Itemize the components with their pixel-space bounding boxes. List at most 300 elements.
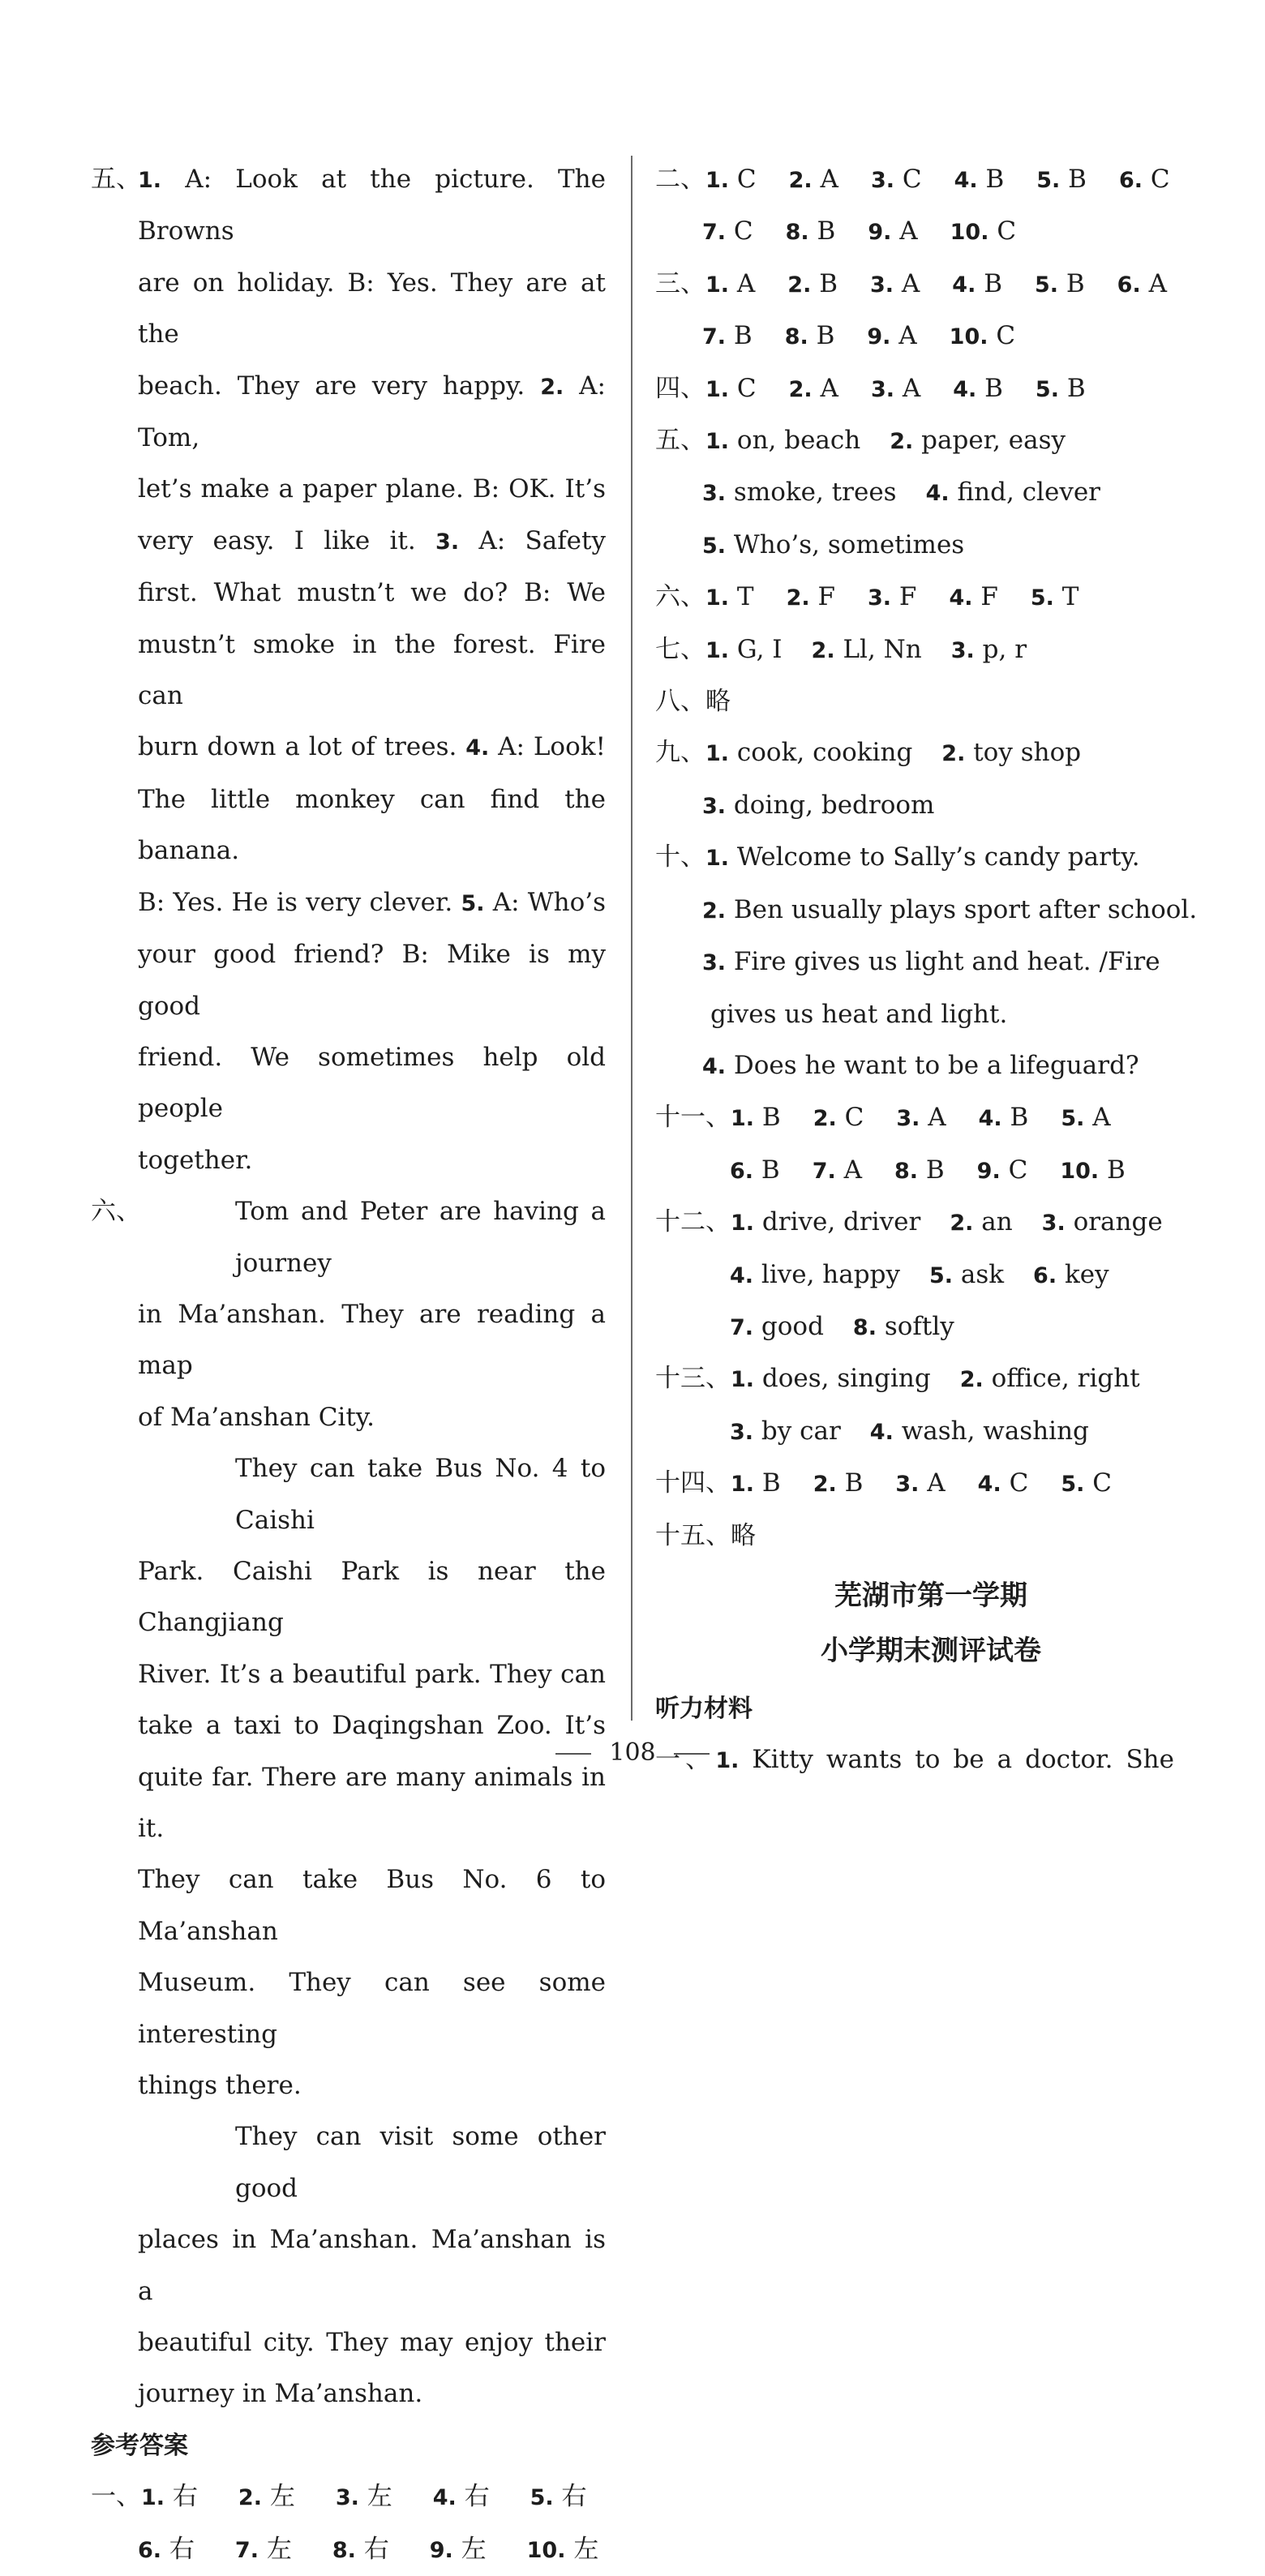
answer-item	[731, 1353, 931, 1405]
answer-value: B	[819, 268, 838, 298]
answer-value: by car	[761, 1416, 841, 1446]
item-number: 9.	[868, 220, 892, 246]
section-marker: 一、	[91, 2482, 141, 2512]
answer-section-10-line-3	[655, 937, 1174, 988]
answer-value: 左	[461, 2534, 487, 2564]
answer-item	[813, 1145, 862, 1197]
dialogue-text: The little monkey can find the banana.	[138, 784, 606, 866]
item-number: 5.	[1061, 1472, 1085, 1498]
answer-value: good	[761, 1311, 824, 1341]
answer-section-2-row-2	[655, 206, 1174, 258]
answer-section-8	[655, 676, 1174, 727]
answer-item	[730, 1406, 841, 1458]
item-number: 8.	[784, 324, 808, 350]
answer-item	[870, 1406, 1089, 1458]
answer-item	[1061, 1458, 1112, 1510]
answer-item	[705, 572, 754, 624]
dialogue-line	[138, 722, 606, 774]
passage-line: They can take Bus No. 4 to Caishi	[235, 1454, 606, 1535]
answer-item	[731, 1092, 781, 1144]
answer-row	[705, 582, 1111, 611]
section-marker: 五、	[655, 426, 705, 456]
answer-item	[785, 311, 835, 362]
item-number: 4.	[432, 2485, 457, 2511]
answer-item	[702, 780, 934, 832]
answer-value: A	[902, 373, 921, 403]
answer-section-9	[655, 727, 1174, 779]
sentence-answer: Fire gives us light and heat. /Fire	[733, 947, 1160, 977]
answer-item	[952, 259, 1002, 311]
answer-section-2	[655, 154, 1174, 206]
item-number: 4.	[925, 481, 950, 507]
item-number: 2.	[950, 1211, 974, 1237]
answer-value: orange	[1073, 1207, 1163, 1237]
answer-item	[789, 154, 838, 206]
answer-item	[702, 206, 753, 258]
answer-item	[1035, 259, 1085, 311]
answer-value: A	[820, 165, 838, 194]
answer-item	[950, 1197, 1012, 1249]
answer-value: find, clever	[957, 478, 1100, 508]
page-number: 108	[609, 1738, 656, 1767]
section-marker: 六、	[655, 582, 705, 612]
item-number: 3.	[895, 1472, 920, 1498]
footer-dash-right	[674, 1753, 710, 1755]
listening-text: Kitty wants to be a doctor. She	[739, 1745, 1174, 1775]
dialogue-text: together.	[138, 1145, 253, 1175]
answer-value: A	[1148, 268, 1167, 298]
answer-row	[731, 1207, 1192, 1237]
answer-value: drive, driver	[761, 1207, 921, 1237]
answer-item	[894, 1145, 945, 1197]
item-number: 2.	[890, 429, 914, 455]
item-number: 5.	[461, 890, 485, 916]
item-number: 2.	[702, 898, 727, 924]
answer-item	[705, 727, 912, 779]
section-marker: 十一、	[655, 1103, 731, 1133]
answer-item	[812, 624, 922, 676]
answer-item	[235, 2524, 292, 2576]
answer-section-5	[655, 415, 1174, 467]
section-marker: 十四、	[655, 1468, 731, 1498]
section-marker: 二、	[655, 165, 705, 194]
answer-value: 左	[269, 2482, 295, 2512]
passage-line: things there.	[138, 2071, 302, 2101]
item-number: 5.	[1036, 168, 1061, 193]
section-marker: 十三、	[655, 1364, 731, 1394]
answer-section-10	[655, 832, 1174, 884]
item-number: 6.	[138, 2537, 162, 2563]
item-number: 2.	[811, 637, 835, 663]
answer-row	[731, 1468, 1144, 1498]
answer-item	[1031, 572, 1079, 624]
passage-line: take a taxi to Daqingshan Zoo. It’s	[138, 1711, 606, 1741]
answer-item	[960, 1353, 1140, 1405]
answer-row	[730, 1312, 984, 1341]
dialogue-text: A: Tom,	[138, 371, 606, 453]
item-number: 6.	[1118, 168, 1143, 193]
answer-value: A	[899, 216, 918, 246]
answer-value: B	[816, 321, 835, 351]
answer-value: doing, bedroom	[733, 790, 935, 820]
dialogue-text: are on holiday. B: Yes. They are at the	[138, 268, 606, 349]
answer-row	[705, 165, 1203, 194]
dialogue-text: first. What mustn’t we do? B: We	[138, 578, 606, 608]
answer-value: B	[1066, 268, 1085, 298]
answer-value: C	[1150, 165, 1170, 194]
answer-section-7	[655, 624, 1174, 676]
answer-value: 右	[464, 2482, 490, 2512]
answer-value: 左	[266, 2534, 292, 2564]
item-number: 2.	[788, 376, 813, 402]
answer-row	[705, 269, 1199, 298]
answer-item	[953, 363, 1003, 415]
answer-section-13	[655, 1353, 1174, 1405]
dialogue-line	[138, 154, 606, 258]
answer-value: 右	[561, 2482, 587, 2512]
dialogue-line	[138, 877, 606, 929]
item-number: 5.	[1034, 272, 1059, 298]
dialogue-line	[138, 516, 606, 568]
item-number: 1.	[705, 585, 730, 611]
item-number: 5.	[1030, 585, 1054, 611]
item-number: 1.	[705, 376, 730, 402]
section-marker: 十二、	[655, 1207, 731, 1237]
answer-value: B	[761, 1468, 781, 1498]
passage-line: places in Ma’anshan. Ma’anshan is a	[138, 2225, 606, 2306]
dialogue-line	[138, 619, 606, 722]
dialogue-line	[138, 464, 606, 515]
answer-value: an	[981, 1207, 1013, 1237]
answer-item	[870, 259, 920, 311]
omitted-answer: 略	[731, 1520, 756, 1550]
answer-value: Who’s, sometimes	[733, 529, 965, 559]
answer-item	[730, 1249, 900, 1301]
answer-item	[530, 2471, 587, 2523]
column-divider	[631, 156, 632, 1721]
dialogue-text: burn down a lot of trees.	[138, 732, 466, 762]
item-number: 8.	[894, 1158, 919, 1184]
answer-item	[705, 415, 860, 467]
answer-value: C	[996, 321, 1016, 351]
answer-value: A	[1092, 1103, 1111, 1133]
item-number: 4.	[702, 1053, 727, 1079]
answer-value: F	[980, 582, 998, 612]
answer-section-9-row-2	[655, 780, 1174, 832]
exam-title-line-2: 小学期末测评试卷	[821, 1634, 1041, 1667]
item-number: 2.	[959, 1367, 984, 1393]
answer-item	[786, 206, 836, 258]
answer-value: C	[844, 1103, 864, 1133]
answer-section-10-line-3b	[655, 989, 1174, 1040]
item-number: 10.	[950, 220, 989, 246]
passage-line: Museum. They can see some interesting	[138, 1968, 606, 2049]
answer-section-11	[655, 1092, 1174, 1144]
answer-value: 右	[172, 2482, 198, 2512]
answer-item	[336, 2471, 392, 2523]
answer-row	[702, 216, 1048, 246]
section-marker: 一、	[655, 1745, 716, 1775]
answer-item	[527, 2524, 599, 2576]
passage-line: They can take Bus No. 6 to Ma’anshan	[138, 1865, 606, 1946]
answer-item	[979, 1092, 1029, 1144]
answer-item	[853, 1301, 954, 1353]
item-number: 2.	[786, 585, 810, 611]
item-number: 3.	[702, 793, 727, 819]
item-number: 1.	[731, 1367, 755, 1393]
answer-value: 右	[363, 2534, 389, 2564]
section-marker: 三、	[655, 268, 705, 298]
answer-item	[978, 1458, 1029, 1510]
answer-section-1	[91, 2471, 606, 2523]
item-number: 10.	[1060, 1158, 1100, 1184]
answer-item	[1036, 154, 1087, 206]
answer-section-12-row-2	[655, 1249, 1174, 1301]
item-number: 3.	[896, 1106, 920, 1132]
answer-item	[730, 1301, 824, 1353]
sentence-answer: Welcome to Sally’s candy party.	[736, 842, 1140, 872]
answer-item	[705, 259, 755, 311]
item-number: 2.	[540, 374, 564, 400]
listening-material-heading: 听力材料	[655, 1694, 753, 1723]
omitted-answer: 略	[705, 687, 731, 717]
footer-dash-left	[555, 1753, 591, 1755]
answer-value: B	[1010, 1103, 1029, 1133]
answer-value: B	[984, 268, 1002, 298]
answer-section-1-row-2	[91, 2524, 606, 2576]
answer-value: B	[761, 1155, 780, 1185]
item-number: 4.	[978, 1106, 1002, 1132]
answer-section-3-row-2	[655, 311, 1174, 362]
item-number: 4.	[949, 585, 973, 611]
answer-item	[926, 467, 1100, 519]
item-number: 9.	[976, 1158, 1001, 1184]
item-number: 10.	[526, 2537, 566, 2563]
answer-value: p, r	[982, 634, 1027, 664]
answer-section-11-row-2	[655, 1145, 1174, 1197]
answer-item	[238, 2471, 295, 2523]
answer-section-3	[655, 259, 1174, 311]
answer-value: A	[928, 1103, 946, 1133]
answer-value: A	[898, 321, 917, 351]
passage-line: of Ma’anshan City.	[138, 1402, 375, 1432]
answer-value: on, beach	[736, 426, 861, 456]
item-number: 3.	[435, 529, 460, 555]
item-number: 5.	[1061, 1106, 1085, 1132]
answer-value: F	[817, 582, 836, 612]
item-number: 3.	[730, 1419, 754, 1445]
answer-row	[702, 478, 1130, 507]
passage-line: beautiful city. They may enjoy their	[138, 2328, 606, 2358]
answer-value: B	[984, 373, 1003, 403]
answer-value: B	[1066, 373, 1086, 403]
item-number: 1.	[705, 846, 730, 872]
answer-value: cook, cooking	[736, 738, 913, 768]
item-number: 3.	[702, 481, 727, 507]
answer-value: A	[820, 373, 838, 403]
item-number: 1.	[731, 1472, 755, 1498]
answer-value: B	[1068, 165, 1087, 194]
answer-item	[1119, 154, 1170, 206]
answer-item	[705, 624, 783, 676]
item-number: 3.	[868, 585, 892, 611]
answer-item	[895, 1458, 945, 1510]
answer-value: C	[733, 216, 753, 246]
item-number: 7.	[234, 2537, 259, 2563]
answer-item	[789, 363, 838, 415]
answer-value: smoke, trees	[733, 478, 897, 508]
item-number: 6.	[1117, 272, 1141, 298]
item-number: 4.	[730, 1262, 754, 1288]
item-number: 4.	[953, 376, 977, 402]
dialogue-line	[138, 1032, 606, 1135]
answer-item	[867, 311, 916, 362]
item-number: 7.	[702, 220, 727, 246]
item-number: 5.	[530, 2485, 554, 2511]
answer-item	[890, 415, 1066, 467]
item-number: 9.	[429, 2537, 453, 2563]
answer-item	[929, 1249, 1004, 1301]
answer-item	[730, 1145, 780, 1197]
item-number: 7.	[812, 1158, 836, 1184]
section-marker: 十、	[655, 842, 705, 872]
answer-item	[941, 727, 1081, 779]
dialogue-line	[138, 361, 606, 465]
answer-item	[954, 154, 1005, 206]
answer-section-12-row-3	[655, 1301, 1174, 1353]
answer-item	[1060, 1145, 1125, 1197]
answer-value: A	[736, 268, 756, 298]
answer-value: G, I	[736, 634, 783, 664]
item-number: 7.	[702, 324, 727, 350]
dialogue-text: A: Look at the picture. The Browns	[138, 165, 606, 246]
item-number: 2.	[813, 1106, 837, 1132]
item-number: 6.	[730, 1158, 754, 1184]
answer-value: 右	[169, 2534, 195, 2564]
answer-section-15	[655, 1511, 1174, 1562]
answer-section-6	[655, 572, 1174, 624]
answer-row	[702, 321, 1048, 350]
item-number: 1.	[138, 168, 162, 193]
passage-line: journey in Ma’anshan.	[138, 2379, 423, 2409]
answer-row	[731, 1364, 1169, 1393]
passage-line: quite far. There are many animals in it.	[138, 1762, 606, 1843]
answer-value: softly	[884, 1311, 954, 1341]
answer-value: B	[844, 1468, 864, 1498]
item-number: 4.	[977, 1472, 1001, 1498]
answer-item	[951, 624, 1027, 676]
dialogue-line	[138, 258, 606, 361]
answer-item	[1042, 1197, 1163, 1249]
answer-value: C	[736, 373, 757, 403]
answer-value: A	[927, 1468, 946, 1498]
answer-item	[787, 572, 835, 624]
item-number: 1.	[731, 1106, 755, 1132]
item-number: 4.	[465, 735, 490, 761]
answer-value: C	[902, 165, 922, 194]
dialogue-text: mustn’t smoke in the forest. Fire can	[138, 629, 606, 711]
left-column	[91, 154, 606, 2576]
sentence-answer-continued: gives us heat and light.	[710, 999, 1008, 1029]
item-number: 6.	[1033, 1262, 1057, 1288]
dialogue-text: friend. We sometimes help old people	[138, 1042, 606, 1124]
answer-item	[141, 2471, 198, 2523]
answer-value: B	[925, 1155, 945, 1185]
answer-value: 左	[573, 2534, 599, 2564]
answer-item	[1036, 363, 1086, 415]
dialogue-text: very easy. I like it.	[138, 525, 436, 555]
answer-value: B	[817, 216, 836, 246]
answer-item	[1117, 259, 1167, 311]
answer-item	[871, 363, 920, 415]
answer-row	[141, 2482, 628, 2511]
right-column	[655, 154, 1198, 1787]
item-number: 1.	[705, 272, 730, 298]
answer-row	[702, 530, 993, 559]
answer-item	[949, 572, 997, 624]
item-number: 10.	[949, 324, 988, 350]
answer-value: B	[761, 1103, 781, 1133]
item-number: 7.	[730, 1314, 754, 1340]
answer-item	[950, 311, 1015, 362]
answer-item	[731, 1197, 920, 1249]
dialogue-text: your good friend? B: Mike is my good	[138, 940, 606, 1021]
section-marker: 八、	[655, 687, 705, 717]
answer-row	[702, 791, 963, 820]
item-number: 8.	[852, 1314, 877, 1340]
exam-title-line-1: 芜湖市第一学期	[834, 1579, 1027, 1612]
answer-value: T	[736, 582, 754, 612]
answer-section-14	[655, 1458, 1174, 1510]
answer-value: toy shop	[973, 738, 1082, 768]
passage-line: They can visit some other good	[235, 2122, 606, 2203]
item-number: 2.	[238, 2485, 262, 2511]
answer-value: C	[1009, 1468, 1029, 1498]
answer-row	[730, 1155, 1158, 1185]
answer-value: B	[985, 165, 1005, 194]
item-number: 3.	[702, 950, 727, 976]
item-number: 5.	[1035, 376, 1059, 402]
answer-key-heading: 参考答案	[91, 2431, 188, 2460]
item-number: 3.	[870, 168, 894, 193]
section-5-listening-text	[91, 154, 606, 1186]
item-number: 3.	[335, 2485, 359, 2511]
item-number: 4.	[954, 168, 978, 193]
section-marker: 七、	[655, 634, 705, 664]
section-marker: 五、	[91, 165, 141, 194]
answer-item	[705, 154, 757, 206]
answer-item	[433, 2471, 490, 2523]
answer-row	[138, 2535, 639, 2564]
item-number: 8.	[332, 2537, 356, 2563]
item-number: 1.	[705, 168, 730, 193]
answer-item	[871, 154, 922, 206]
answer-row	[705, 426, 1095, 455]
passage-line: Park. Caishi Park is near the Changjiang	[138, 1556, 606, 1638]
answer-value: B	[733, 321, 753, 351]
answer-item	[896, 1092, 946, 1144]
item-number: 3.	[1041, 1211, 1066, 1237]
answer-value: does, singing	[761, 1364, 931, 1394]
item-number: 2.	[788, 168, 813, 193]
item-number: 2.	[813, 1472, 837, 1498]
answer-item	[868, 206, 917, 258]
answer-item	[702, 467, 897, 519]
answer-item	[813, 1458, 864, 1510]
item-number: 4.	[952, 272, 976, 298]
answer-row	[705, 374, 1118, 403]
answer-item	[138, 2524, 195, 2576]
